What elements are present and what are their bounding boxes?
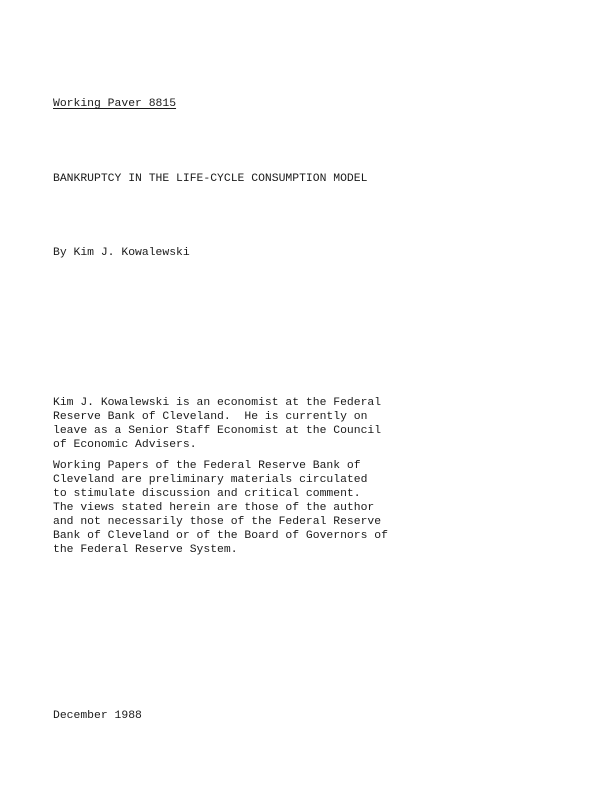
disclaimer-line: and not necessarily those of the Federal Reserve [53, 516, 382, 528]
paper-title: BANKRUPTCY IN THE LIFE-CYCLE CONSUMPTION MODEL [53, 173, 368, 185]
author-note-paragraph [53, 396, 383, 452]
disclaimer-line: Bank of Cleveland or of the Board of Governors of [53, 530, 388, 542]
author-byline: By Kim J. Kowalewski [53, 247, 190, 259]
disclaimer-line: the Federal Reserve System. [53, 544, 238, 556]
author-note-line: Reserve Bank of Cleveland. He is currently on [53, 411, 368, 423]
author-note-line: of Economic Advisers. [53, 439, 197, 451]
disclaimer-paragraph [53, 459, 388, 557]
disclaimer-line: The views stated herein are those of the author [53, 502, 375, 514]
publication-date: December 1988 [53, 710, 142, 722]
author-note-line: leave as a Senior Staff Economist at the Council [53, 425, 382, 437]
disclaimer-line: to stimulate discussion and critical comment. [53, 488, 361, 500]
disclaimer-line: Cleveland are preliminary materials circulated [53, 474, 368, 486]
working-paper-label: Working Paver 8815 [53, 98, 177, 110]
author-note-line: Kim J. Kowalewski is an economist at the Federal [53, 397, 382, 409]
disclaimer-line: Working Papers of the Federal Reserve Bank of [53, 460, 361, 472]
